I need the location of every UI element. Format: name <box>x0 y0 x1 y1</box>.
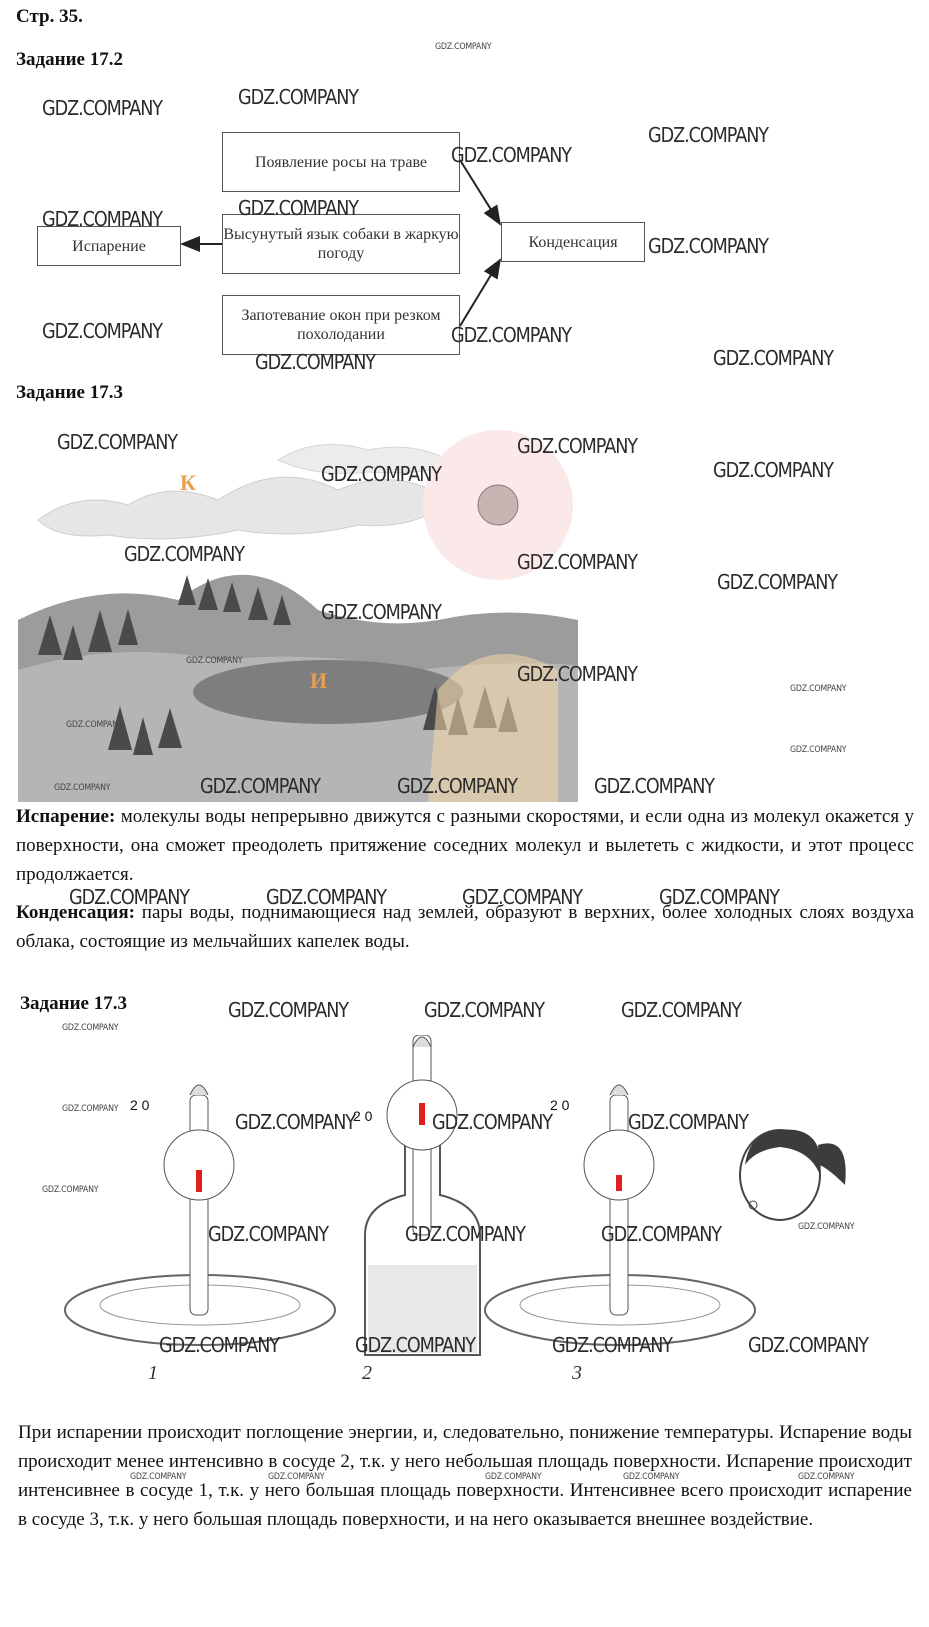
watermark: GDZ.COMPANY <box>62 1104 119 1114</box>
box-dew: Появление росы на траве <box>222 132 460 192</box>
label-i: И <box>310 668 328 693</box>
watermark: GDZ.COMPANY <box>255 350 376 374</box>
watermark: GDZ.COMPANY <box>268 1472 325 1482</box>
watermark: GDZ.COMPANY <box>451 143 572 167</box>
scale-2: 2 0 <box>353 1108 373 1124</box>
watermark: GDZ.COMPANY <box>648 234 769 258</box>
watermark: GDZ.COMPANY <box>621 998 742 1022</box>
watermark: GDZ.COMPANY <box>713 346 834 370</box>
watermark: GDZ.COMPANY <box>485 1472 542 1482</box>
task-17-3-title: Задание 17.3 <box>16 382 123 403</box>
vessel-number-3: 3 <box>572 1362 582 1384</box>
watermark: GDZ.COMPANY <box>266 885 387 909</box>
page-title: Стр. 35. <box>16 6 83 27</box>
watermark: GDZ.COMPANY <box>748 1333 869 1357</box>
watermark: GDZ.COMPANY <box>124 542 245 566</box>
task-17-3b-title: Задание 17.3 <box>20 993 127 1014</box>
watermark: GDZ.COMPANY <box>66 720 123 730</box>
watermark: GDZ.COMPANY <box>648 123 769 147</box>
watermark: GDZ.COMPANY <box>321 600 442 624</box>
watermark: GDZ.COMPANY <box>355 1333 476 1357</box>
box-condensation: Конденсация <box>501 222 645 262</box>
landscape-illustration <box>18 430 578 802</box>
watermark: GDZ.COMPANY <box>208 1222 329 1246</box>
definition-evaporation <box>16 802 914 889</box>
watermark: GDZ.COMPANY <box>397 774 518 798</box>
watermark: GDZ.COMPANY <box>235 1110 356 1134</box>
watermark: GDZ.COMPANY <box>628 1110 749 1134</box>
watermark: GDZ.COMPANY <box>717 570 838 594</box>
watermark: GDZ.COMPANY <box>424 998 545 1022</box>
watermark: GDZ.COMPANY <box>238 196 359 220</box>
watermark: GDZ.COMPANY <box>601 1222 722 1246</box>
term-condensation: Конденсация: <box>16 902 135 923</box>
watermark: GDZ.COMPANY <box>659 885 780 909</box>
watermark: GDZ.COMPANY <box>42 1185 99 1195</box>
watermark: GDZ.COMPANY <box>623 1472 680 1482</box>
experiment-illustration <box>50 1035 900 1365</box>
box-window-fog: Запотевание окон при резком похолодании <box>222 295 460 355</box>
watermark: GDZ.COMPANY <box>594 774 715 798</box>
watermark: GDZ.COMPANY <box>200 774 321 798</box>
watermark: GDZ.COMPANY <box>798 1472 855 1482</box>
watermark: GDZ.COMPANY <box>713 458 834 482</box>
watermark: GDZ.COMPANY <box>130 1472 187 1482</box>
watermark: GDZ.COMPANY <box>42 207 163 231</box>
girl-blowing-icon <box>740 1129 846 1220</box>
task-17-2-title: Задание 17.2 <box>16 49 123 70</box>
box-evaporation: Испарение <box>37 226 181 266</box>
text-condensation: пары воды, поднимающиеся над землей, образуют в верхних, более холодных слоях воздуха облака, состоящие из мельчайших капелек воды. <box>16 902 914 952</box>
scale-3: 2 0 <box>550 1097 570 1113</box>
watermark: GDZ.COMPANY <box>405 1222 526 1246</box>
watermark: GDZ.COMPANY <box>517 550 638 574</box>
lake <box>193 660 463 724</box>
box-dog-tongue: Высунутый язык собаки в жаркую погоду <box>222 214 460 274</box>
watermark: GDZ.COMPANY <box>451 323 572 347</box>
conclusion-text: При испарении происходит поглощение энергии, и, следовательно, понижение температуры. Испарение воды происходит менее интенсивно в сосуде 2, т.к. у него небольшая площадь поверхности. Испарение происходит интенсивнее в сосуде 1, т.к. у него большая площадь поверхности. Интенсивнее всего происходит испарение в сосуде 3, т.к. у него большая площадь поверхности, и на него оказывается внешнее воздействие. <box>18 1422 912 1530</box>
watermark: GDZ.COMPANY <box>432 1110 553 1134</box>
watermark: GDZ.COMPANY <box>552 1333 673 1357</box>
watermark: GDZ.COMPANY <box>69 885 190 909</box>
arrow-dew-to-condensation <box>460 160 500 224</box>
vessel-number-1: 1 <box>148 1362 158 1384</box>
cloud <box>38 477 448 539</box>
term-evaporation: Испарение: <box>16 806 116 827</box>
watermark: GDZ.COMPANY <box>57 430 178 454</box>
vessel-number-2: 2 <box>362 1362 372 1384</box>
watermark: GDZ.COMPANY <box>462 885 583 909</box>
label-k: К <box>180 470 196 495</box>
watermark: GDZ.COMPANY <box>517 662 638 686</box>
watermark: GDZ.COMPANY <box>517 434 638 458</box>
sun-icon <box>478 485 518 525</box>
watermark: GDZ.COMPANY <box>159 1333 280 1357</box>
watermark: GDZ.COMPANY <box>228 998 349 1022</box>
watermark: GDZ.COMPANY <box>42 319 163 343</box>
watermark: GDZ.COMPANY <box>42 96 163 120</box>
watermark: GDZ.COMPANY <box>790 684 847 694</box>
scale-1: 2 0 <box>130 1097 150 1113</box>
watermark: GDZ.COMPANY <box>435 42 492 52</box>
watermark: GDZ.COMPANY <box>790 745 847 755</box>
watermark: GDZ.COMPANY <box>238 85 359 109</box>
watermark: GDZ.COMPANY <box>321 462 442 486</box>
watermark: GDZ.COMPANY <box>54 783 111 793</box>
text-evaporation: молекулы воды непрерывно движутся с разными скоростями, и если одна из молекул окажется у поверхности, она сможет преодолеть притяжение соседних молекул и вылететь с жидкости, и этот процесс продолжается. <box>16 806 914 885</box>
watermark: GDZ.COMPANY <box>62 1023 119 1033</box>
watermark: GDZ.COMPANY <box>186 656 243 666</box>
watermark: GDZ.COMPANY <box>798 1222 855 1232</box>
arrow-windows-to-condensation <box>460 260 500 326</box>
